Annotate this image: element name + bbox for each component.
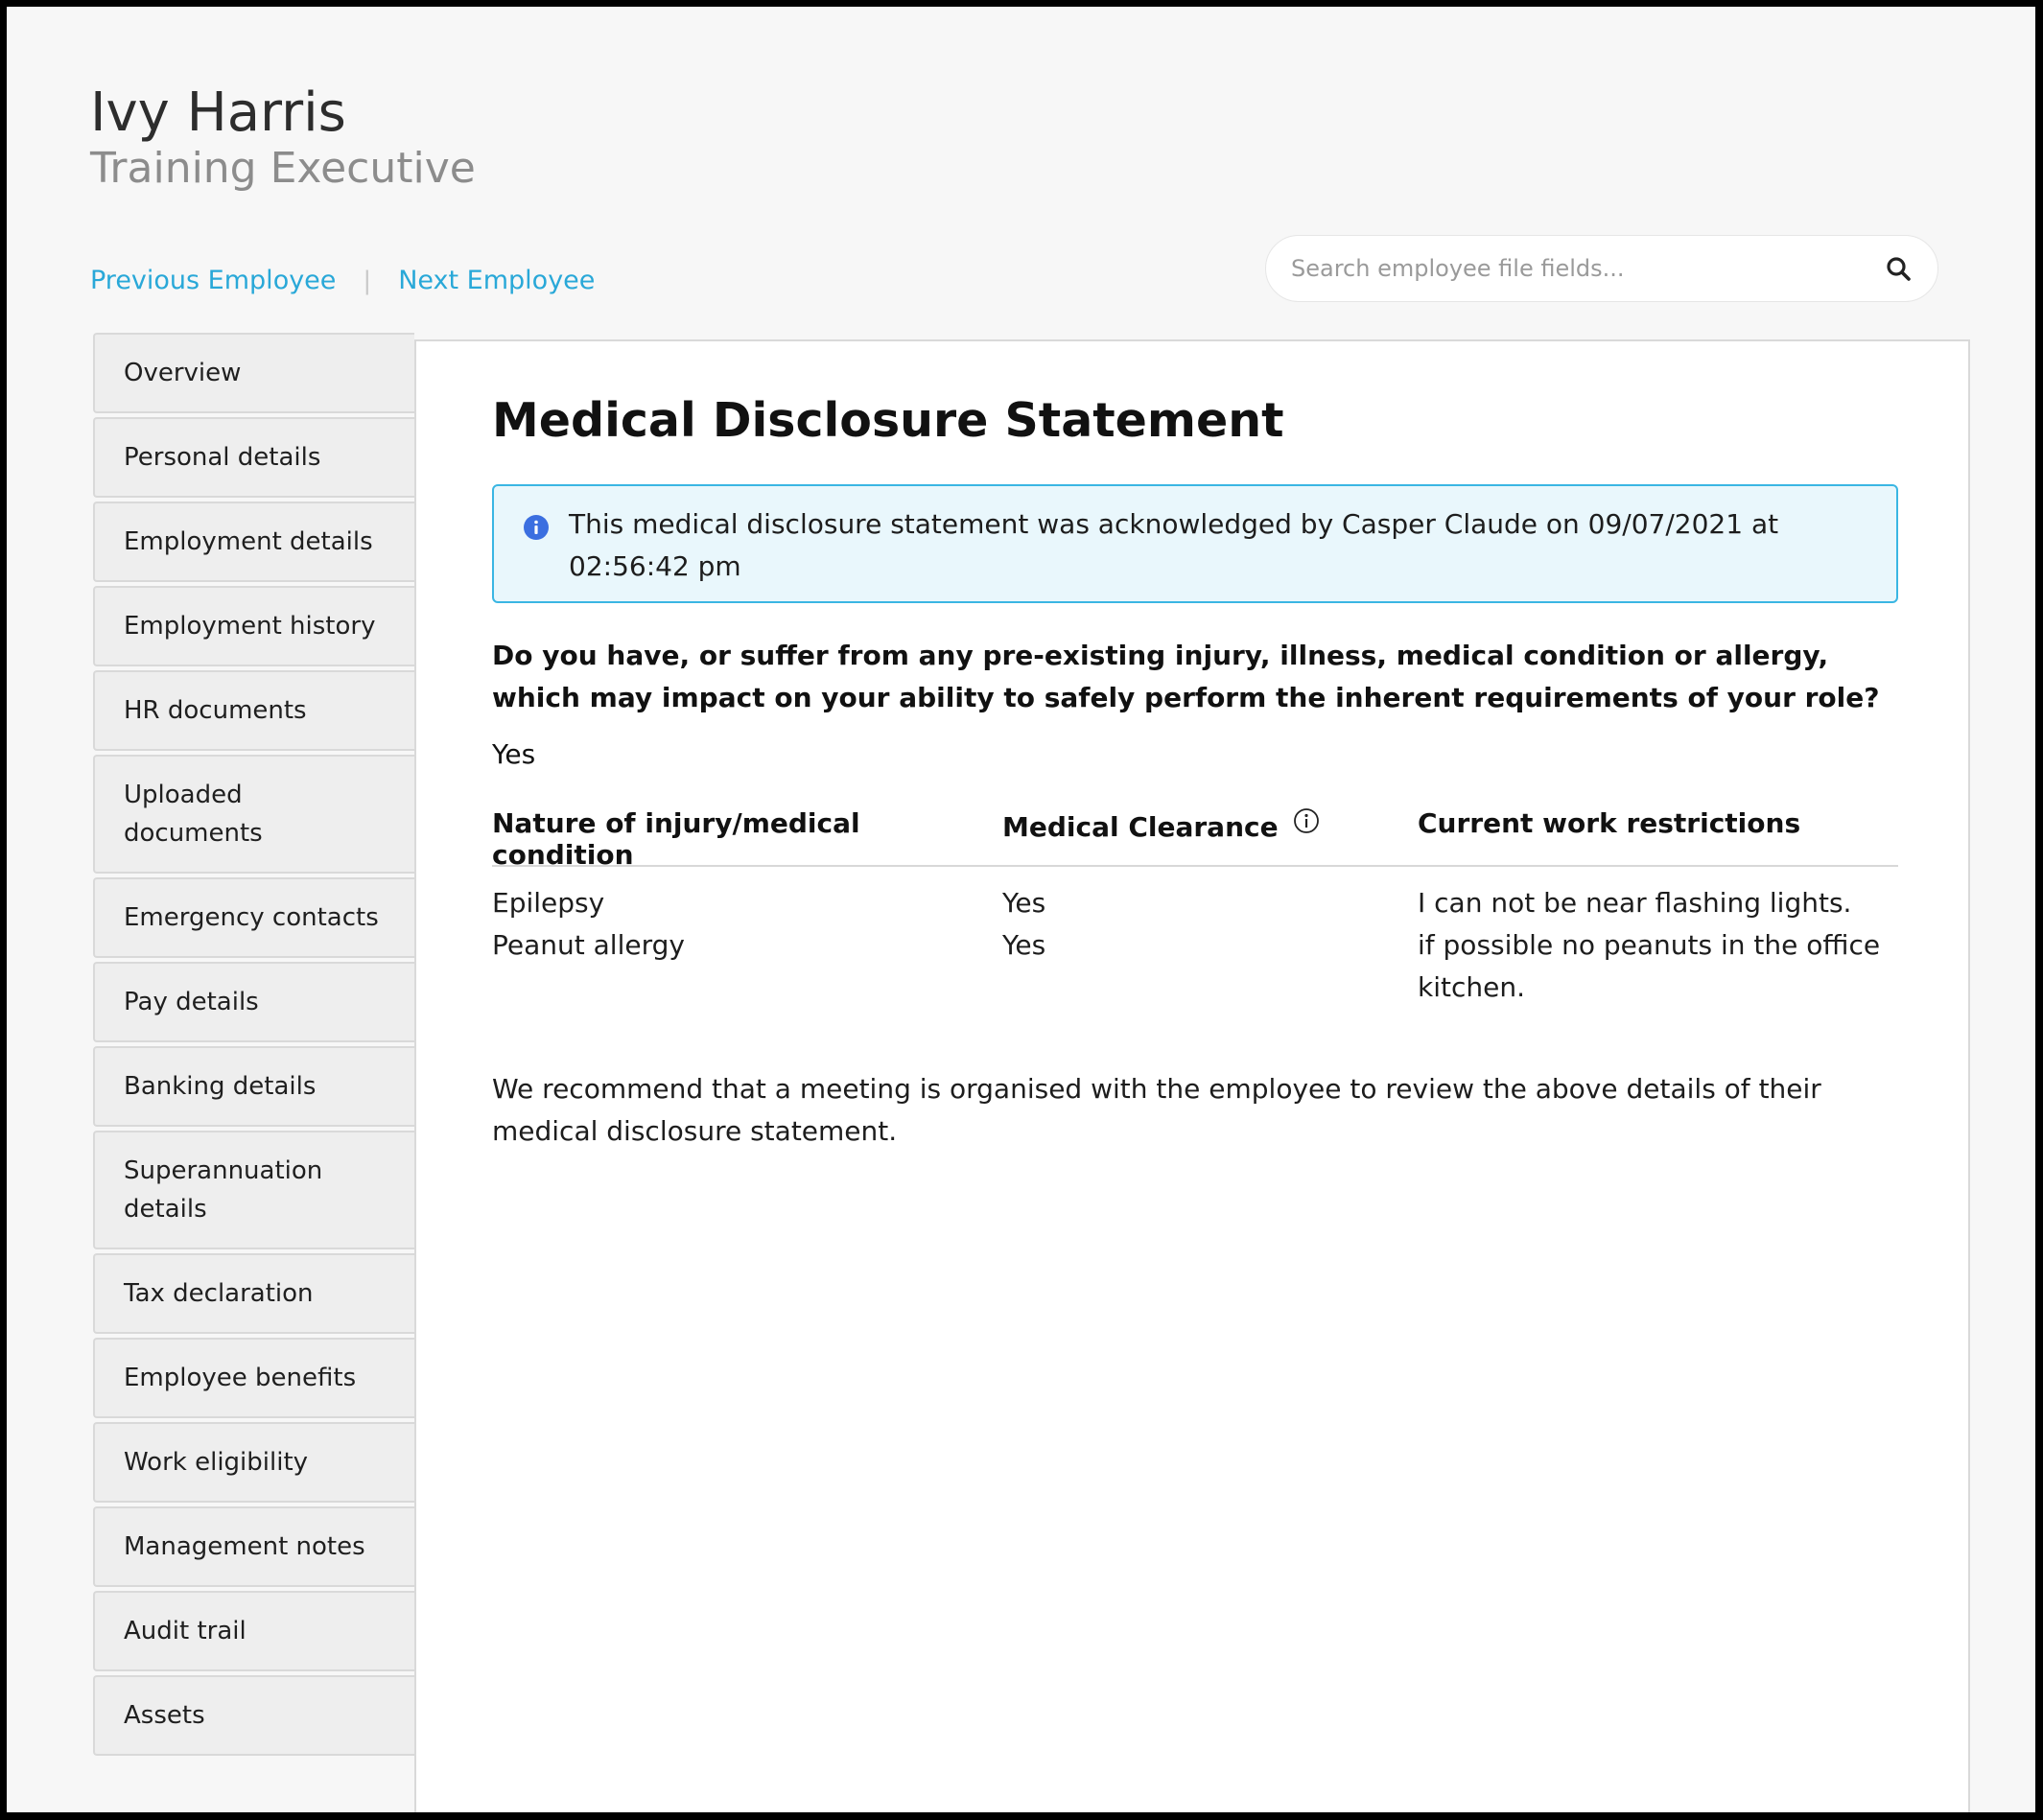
sidebar-item-employee-benefits[interactable]: Employee benefits <box>93 1338 414 1418</box>
sidebar-item-work-eligibility[interactable]: Work eligibility <box>93 1422 414 1503</box>
sidebar <box>93 333 414 1760</box>
app-frame <box>7 7 2035 1812</box>
info-outline-icon[interactable] <box>1293 807 1320 841</box>
info-icon <box>523 511 550 538</box>
table-header <box>492 800 1898 871</box>
sidebar-item-employment-history[interactable]: Employment history <box>93 586 414 666</box>
sidebar-item-management-notes[interactable]: Management notes <box>93 1506 414 1587</box>
sidebar-item-assets[interactable]: Assets <box>93 1675 414 1756</box>
acknowledgement-notice <box>492 484 1898 603</box>
header-work-restrictions: Current work restrictions <box>1418 807 1801 839</box>
search-icon[interactable] <box>1884 254 1913 283</box>
nav-separator: | <box>363 266 372 295</box>
recommendation-text: We recommend that a meeting is organised with the employee to review the above details of their medical disclosure statement. <box>492 1073 1821 1147</box>
conditions-table <box>492 800 1898 1009</box>
disclosure-answer: Yes <box>492 738 536 770</box>
cell-clearance: Yes <box>1002 887 1046 919</box>
cell-restrictions: if possible no peanuts in the office kitchen. <box>1418 929 1881 1003</box>
cell-condition: Peanut allergy <box>492 929 685 961</box>
table-row <box>492 882 1898 924</box>
sidebar-item-uploaded-documents[interactable]: Uploaded documents <box>93 755 414 874</box>
sidebar-item-personal-details[interactable]: Personal details <box>93 417 414 498</box>
search-input[interactable] <box>1291 255 1884 282</box>
employee-nav <box>90 266 595 295</box>
sidebar-item-pay-details[interactable]: Pay details <box>93 962 414 1042</box>
sidebar-item-hr-documents[interactable]: HR documents <box>93 670 414 751</box>
header-condition: Nature of injury/medical condition <box>492 807 860 871</box>
sidebar-item-audit-trail[interactable]: Audit trail <box>93 1591 414 1671</box>
cell-condition: Epilepsy <box>492 887 605 919</box>
table-row <box>492 924 1898 1009</box>
employee-role: Training Executive <box>90 144 476 193</box>
employee-name: Ivy Harris <box>90 82 346 144</box>
content-panel <box>414 339 1970 1812</box>
page-title: Medical Disclosure Statement <box>492 393 1284 448</box>
disclosure-question: Do you have, or suffer from any pre-existing injury, illness, medical condition or allergy, which may impact on your ability to safely perform the inherent requirements of your role? <box>492 640 1880 713</box>
cell-restrictions: I can not be near flashing lights. <box>1418 887 1852 919</box>
header-medical-clearance-label: Medical Clearance <box>1002 811 1279 843</box>
header-medical-clearance <box>1002 807 1418 843</box>
search-box <box>1265 235 1938 302</box>
sidebar-item-superannuation-details[interactable]: Superannuation details <box>93 1131 414 1249</box>
sidebar-item-employment-details[interactable]: Employment details <box>93 502 414 582</box>
sidebar-item-overview[interactable]: Overview <box>93 333 414 413</box>
sidebar-item-tax-declaration[interactable]: Tax declaration <box>93 1253 414 1334</box>
cell-clearance: Yes <box>1002 929 1046 961</box>
sidebar-item-banking-details[interactable]: Banking details <box>93 1046 414 1127</box>
previous-employee-link[interactable]: Previous Employee <box>90 266 337 295</box>
next-employee-link[interactable]: Next Employee <box>398 266 596 295</box>
acknowledgement-text: This medical disclosure statement was acknowledged by Casper Claude on 09/07/2021 at 02:56:42 pm <box>569 508 1779 582</box>
sidebar-item-emergency-contacts[interactable]: Emergency contacts <box>93 877 414 958</box>
